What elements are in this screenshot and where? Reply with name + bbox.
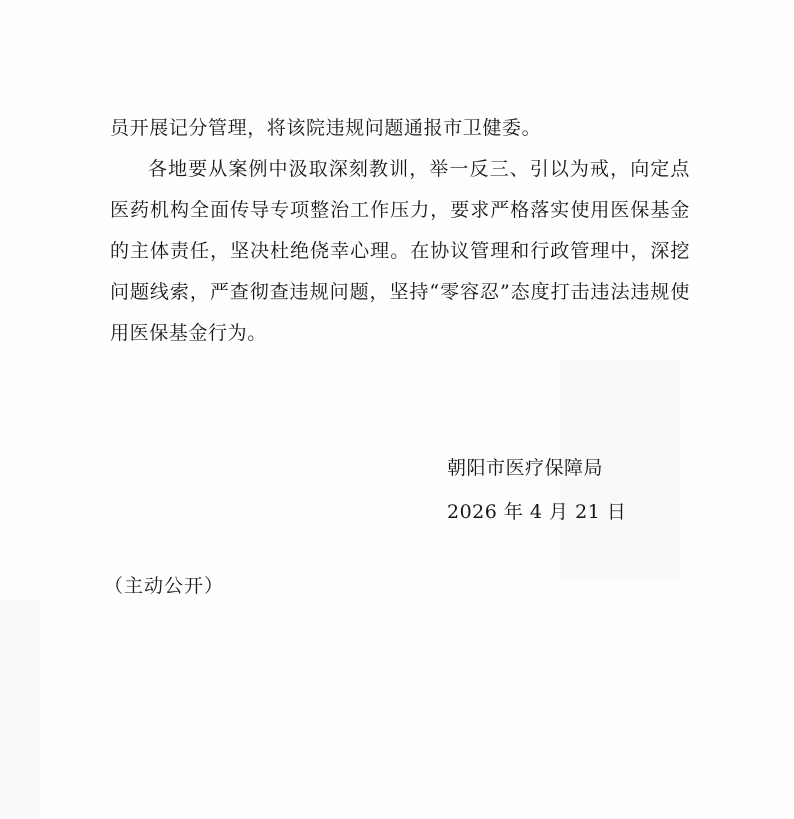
body-text [110, 108, 690, 354]
signature-block [447, 446, 626, 534]
signature-date: 2026 年 4 月 21 日 [447, 501, 627, 523]
paragraph-continuation: 员开展记分管理，将该院违规问题通报市卫健委。 [110, 117, 542, 139]
disclosure-note: （主动公开） [104, 575, 225, 597]
signature-organization: 朝阳市医疗保障局 [447, 457, 604, 479]
paragraph-main: 各地要从案例中汲取深刻教训，举一反三、引以为戒，向定点医药机构全面传导专项整治工作压力，要求严格落实使用医保基金的主体责任，坚决杜绝侥幸心理。在协议管理和行政管理中，深挖问题线索，严查彻查违规问题，坚持“零容忍”态度打击违法违规使用医保基金行为。 [110, 158, 690, 344]
scan-artifact [0, 600, 40, 819]
